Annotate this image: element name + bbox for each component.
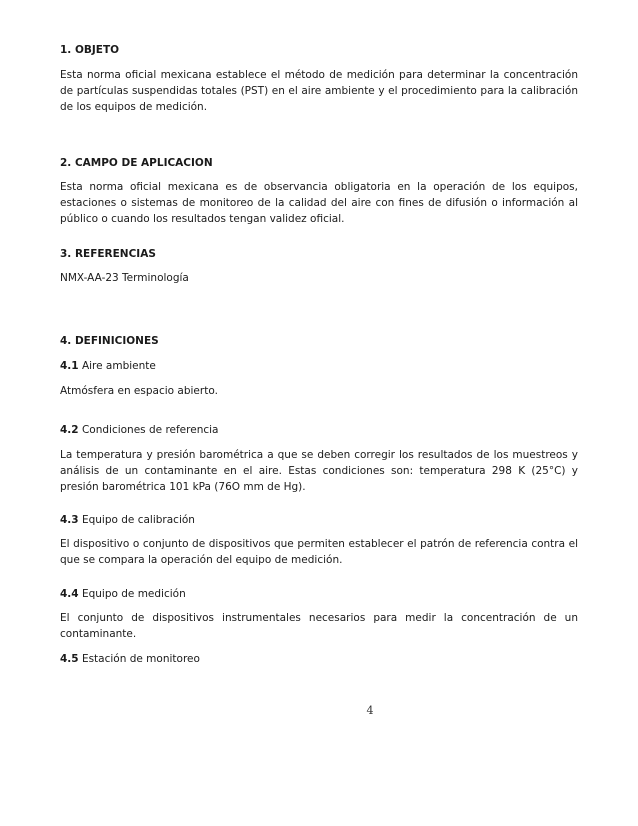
definition-4-1-body: Atmósfera en espacio abierto. — [60, 385, 218, 397]
definition-4-3-title — [60, 512, 578, 528]
section-3-body: NMX-AA-23 Terminología — [60, 272, 189, 284]
section-1-heading: 1. OBJETO — [60, 44, 120, 56]
definition-4-2-title — [60, 422, 578, 438]
definition-4-1-title — [60, 358, 578, 374]
section-1-body: Esta norma oficial mexicana establece el método de medición para determinar la concentración de partículas suspendidas totales (PST) en el aire ambiente y el procedimiento para la calibración de los equipos de medición. — [60, 69, 578, 113]
section-2-body: Esta norma oficial mexicana es de observancia obligatoria en la operación de los equipos, estaciones o sistemas de monitoreo de la calidad del aire con fines de difusión o información al público o cuando los resultados tengan validez oficial. — [60, 181, 578, 225]
definition-term: Condiciones de referencia — [78, 424, 219, 436]
definition-number: 4.4 — [60, 588, 79, 600]
section-2-heading: 2. CAMPO DE APLICACION — [60, 157, 213, 169]
definition-number: 4.1 — [60, 360, 79, 372]
definition-4-4-body: El conjunto de dispositivos instrumentales necesarios para medir la concentración de un contaminante. — [60, 612, 578, 640]
definition-term: Equipo de calibración — [78, 514, 195, 526]
definition-number: 4.3 — [60, 514, 79, 526]
definition-4-2-body: La temperatura y presión barométrica a que se deben corregir los resultados de los muestreos y análisis de un contaminante en el aire. Estas condiciones son: temperatura 298 K (25°C) y presión barométrica 101 kPa (76O mm de Hg). — [60, 449, 578, 493]
definition-number: 4.5 — [60, 653, 79, 665]
definition-4-3-body: El dispositivo o conjunto de dispositivos que permiten establecer el patrón de referencia contra el que se compara la operación del equipo de medición. — [60, 538, 578, 566]
section-4-heading: 4. DEFINICIONES — [60, 335, 159, 347]
definition-term: Equipo de medición — [78, 588, 186, 600]
definition-4-5-title — [60, 651, 578, 667]
definition-4-4-title — [60, 586, 578, 602]
definition-number: 4.2 — [60, 424, 79, 436]
section-3-heading: 3. REFERENCIAS — [60, 248, 156, 260]
definition-term: Aire ambiente — [78, 360, 156, 372]
definition-term: Estación de monitoreo — [78, 653, 200, 665]
page-number: 4 — [366, 704, 374, 717]
